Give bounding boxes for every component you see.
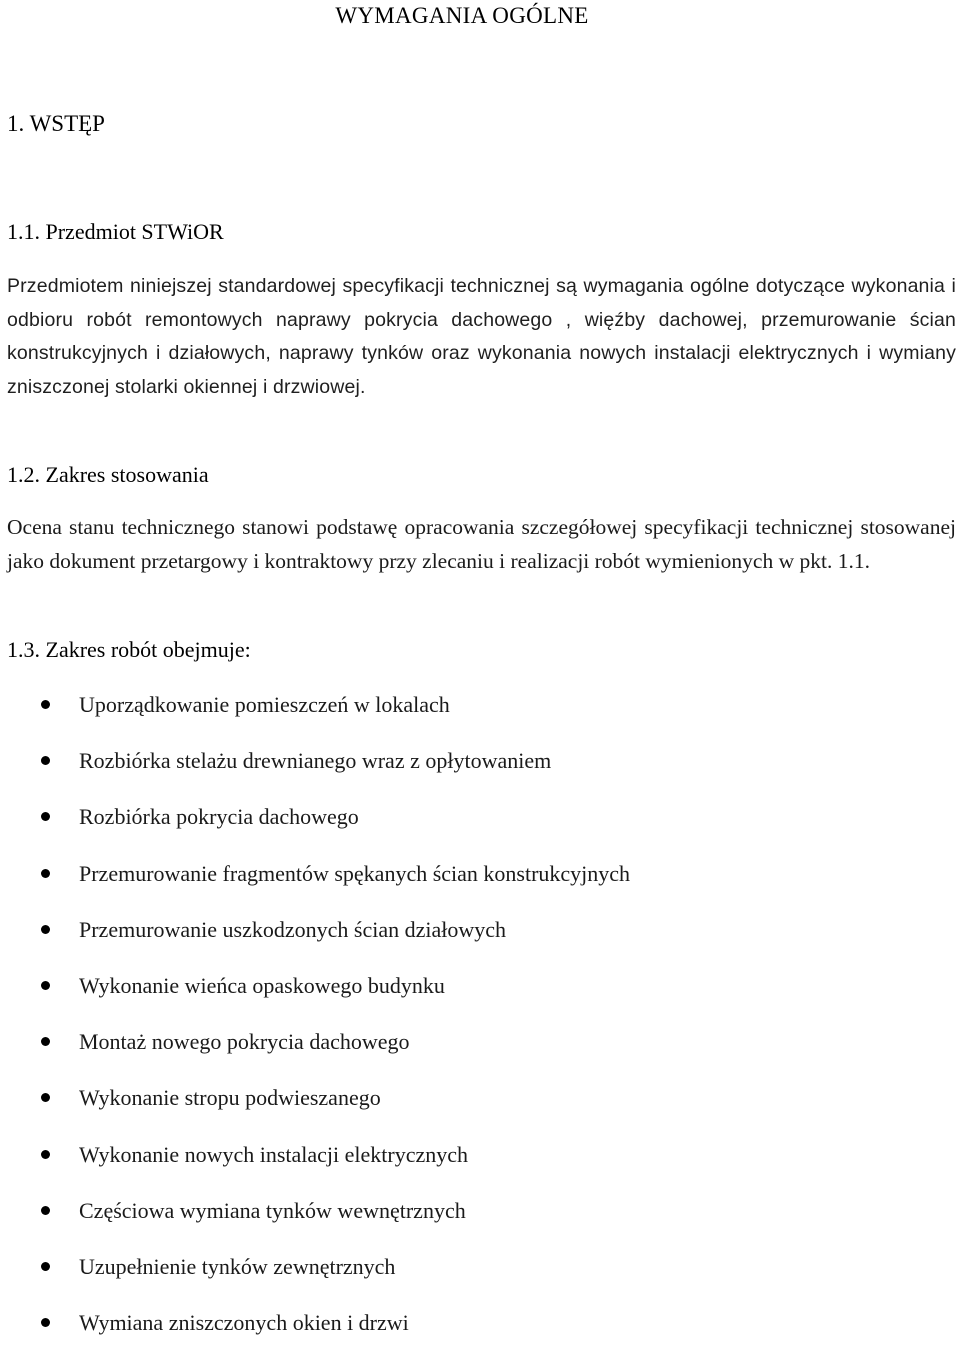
list-item-text: Uporządkowanie pomieszczeń w lokalach <box>79 692 450 717</box>
list-item <box>0 685 960 741</box>
list-item <box>0 797 960 853</box>
bullet-icon <box>41 1318 50 1327</box>
list-item-text: Rozbiórka pokrycia dachowego <box>79 804 359 830</box>
list-item-text: Przemurowanie uszkodzonych ścian działowych <box>79 916 507 942</box>
list-item <box>0 910 960 966</box>
list-item-text: Przemurowanie fragmentów spękanych ścian konstrukcyjnych <box>79 860 631 886</box>
list-item-text: Częściowa wymiana tynków wewnętrznych <box>79 1197 466 1223</box>
list-item-text: Montaż nowego pokrycia dachowego <box>79 1029 410 1055</box>
list-item <box>0 1135 960 1191</box>
list-item <box>0 1022 960 1078</box>
scope-paragraph: Ocena stanu technicznego stanowi podstawę opracowania szczegółowej specyfikacji technicznej stosowanej jako dokument przetargowy i kontraktowy przy zlecaniu i realizacji robót wymienionych w pkt. 1.1. <box>7 515 956 573</box>
works-list <box>0 685 960 1359</box>
list-item <box>0 1303 960 1359</box>
list-item-text: Wymiana zniszczonych okien i drzwi <box>79 1310 409 1336</box>
bullet-icon <box>41 1262 50 1271</box>
bullet-icon <box>41 756 50 765</box>
subject-paragraph: Przedmiotem niniejszej standardowej specyfikacji technicznej są wymagania ogólne dotyczące wykonania i odbioru robót remontowych naprawy pokrycia dachowego , więźby dachowej, przemurowanie ścian konstrukcyjnych i działowych, naprawy tynków oraz wykonania nowych instalacji elektrycznych i wymiany zniszczonej stolarki okiennej i drzwiowej. <box>7 275 956 398</box>
bullet-icon <box>41 812 50 821</box>
subsection-heading-scope: 1.2. Zakres stosowania <box>7 462 209 487</box>
list-item-text: Wykonanie stropu podwieszanego <box>79 1085 381 1111</box>
list-item <box>0 854 960 910</box>
bullet-icon <box>41 1206 50 1215</box>
list-item <box>0 1078 960 1134</box>
list-item-text: Rozbiórka stelażu drewnianego wraz z opłytowaniem <box>79 748 552 774</box>
section-heading-intro: 1. WSTĘP <box>7 111 105 136</box>
list-item-text: Uzupełnienie tynków zewnętrznych <box>79 1253 396 1279</box>
bullet-icon <box>41 1093 50 1102</box>
list-item <box>0 1247 960 1303</box>
list-item <box>0 966 960 1022</box>
subsection-heading-subject: 1.1. Przedmiot STWiOR <box>7 219 224 244</box>
bullet-icon <box>41 981 50 990</box>
list-item-text: Wykonanie nowych instalacji elektrycznych <box>79 1141 469 1167</box>
list-item <box>0 741 960 797</box>
bullet-icon <box>41 925 50 934</box>
bullet-icon <box>41 700 50 709</box>
document-title: WYMAGANIA OGÓLNE <box>335 3 589 28</box>
subsection-heading-works: 1.3. Zakres robót obejmuje: <box>7 637 251 662</box>
list-item-text: Wykonanie wieńca opaskowego budynku <box>79 972 445 998</box>
bullet-icon <box>41 1037 50 1046</box>
bullet-icon <box>41 869 50 878</box>
list-item <box>0 1191 960 1247</box>
bullet-icon <box>41 1150 50 1159</box>
